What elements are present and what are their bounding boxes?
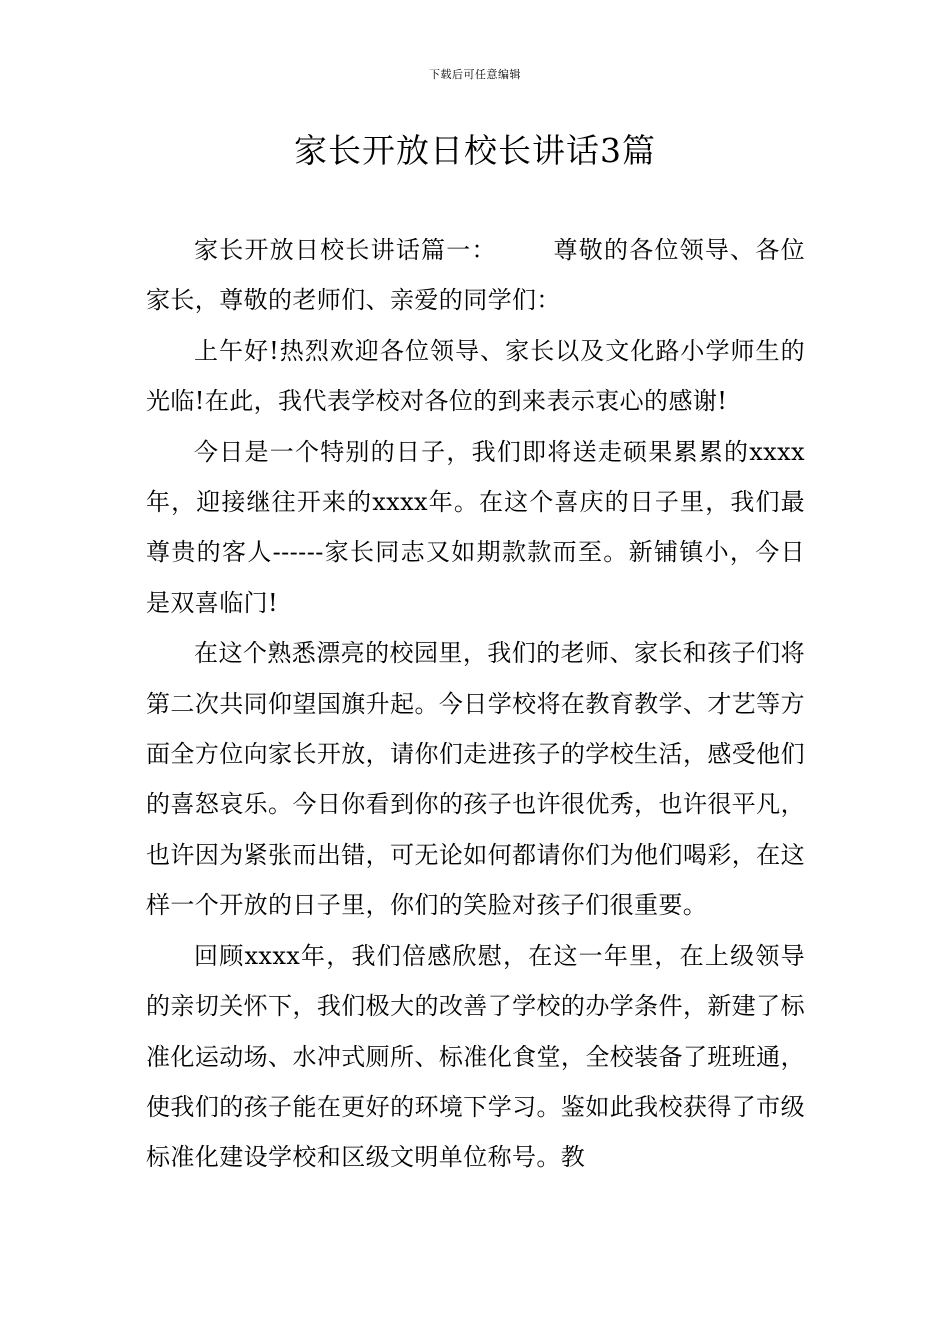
- paragraph-1: 上午好!热烈欢迎各位领导、家长以及文化路小学师生的光临!在此，我代表学校对各位的到来表示衷心的感谢!: [146, 336, 805, 416]
- paragraph-2: 今日是一个特别的日子，我们即将送走硕果累累的xxxx年，迎接继往开来的xxxx年。在这个喜庆的日子里，我们最尊贵的客人------家长同志又如期款款而至。新铺镇小，今日是双喜临门!: [146, 437, 805, 617]
- header-note: 下载后可任意编辑: [429, 68, 521, 81]
- document-title: 家长开放日校长讲话3篇: [294, 131, 656, 170]
- greeting-text: 尊敬的各位领导、各位家长，尊敬的老师们、亲爱的同学们：: [146, 236, 806, 315]
- speech-label: 家长开放日校长讲话篇一：: [194, 236, 497, 264]
- greeting-paragraph: [146, 225, 805, 326]
- document-body: [146, 225, 805, 1183]
- paragraph-4: 回顾xxxx年，我们倍感欣慰，在这一年里，在上级领导的亲切关怀下，我们极大的改善了学校的办学条件，新建了标准化运动场、水冲式厕所、标准化食堂，全校装备了班班通，使我们的孩子能在更好的环境下学习。鉴如此我校获得了市级标准化建设学校和区级文明单位称号。教: [146, 941, 805, 1172]
- paragraph-3: 在这个熟悉漂亮的校园里，我们的老师、家长和孩子们将第二次共同仰望国旗升起。今日学校将在教育教学、才艺等方面全方位向家长开放，请你们走进孩子的学校生活，感受他们的喜怒哀乐。今日你看到你的孩子也许很优秀，也许很平凡，也许因为紧张而出错，可无论如何都请你们为他们喝彩，在这样一个开放的日子里，你们的笑脸对孩子们很重要。: [146, 639, 805, 920]
